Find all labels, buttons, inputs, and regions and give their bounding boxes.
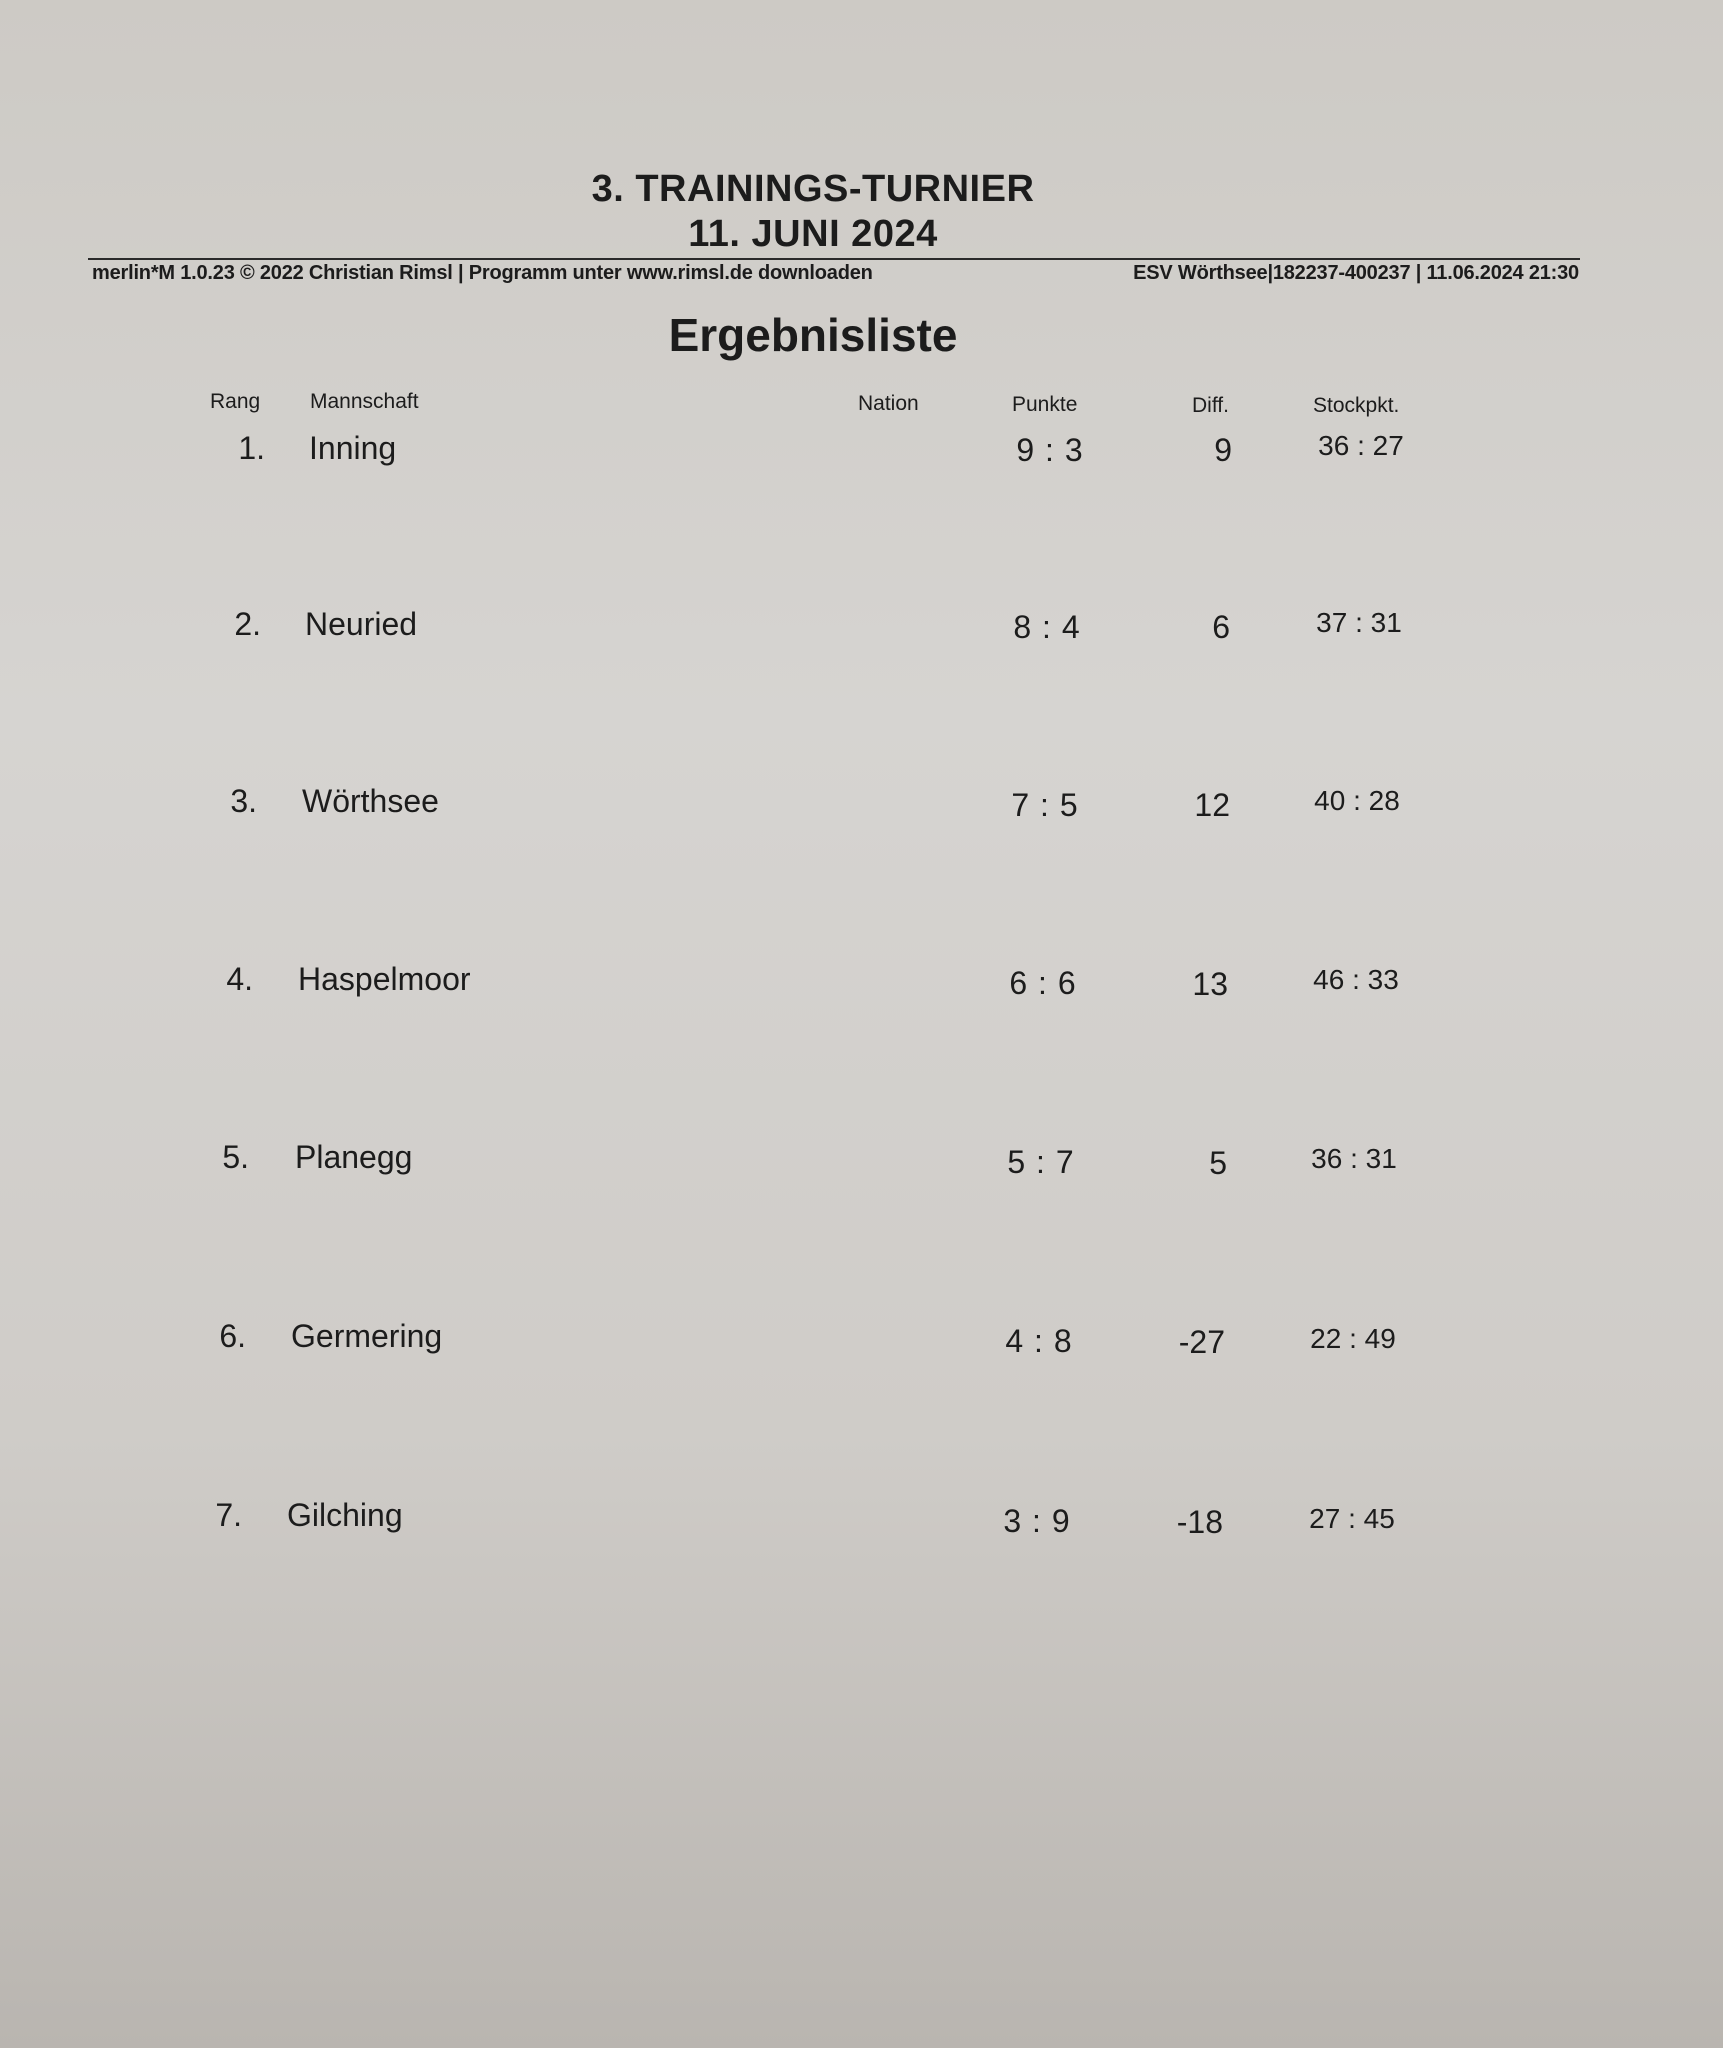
- stockpkt-cell: 40 : 28: [1314, 785, 1400, 816]
- column-header-nation: Nation: [858, 392, 919, 415]
- table-row: [0, 606, 1723, 656]
- rank-cell: 4.: [226, 961, 253, 997]
- rank-cell: 2.: [234, 606, 261, 642]
- column-header-mannschaft: Mannschaft: [310, 390, 419, 413]
- stockpkt-cell: 36 : 27: [1318, 430, 1404, 461]
- team-cell: Planegg: [295, 1139, 413, 1175]
- table-row: [0, 1497, 1723, 1547]
- team-cell: Haspelmoor: [298, 961, 471, 997]
- punkte-cell: 4 : 8: [1005, 1323, 1073, 1359]
- punkte-cell: 8 : 4: [1013, 609, 1081, 645]
- table-row: [0, 1139, 1723, 1189]
- diff-cell: 13: [1192, 966, 1228, 1002]
- rank-cell: 1.: [238, 430, 265, 466]
- table-row: [0, 961, 1723, 1011]
- stockpkt-cell: 22 : 49: [1310, 1323, 1396, 1354]
- rank-cell: 6.: [219, 1318, 246, 1354]
- rank-cell: 7.: [215, 1497, 242, 1533]
- punkte-cell: 6 : 6: [1009, 965, 1077, 1001]
- team-cell: Wörthsee: [302, 783, 439, 819]
- diff-cell: -18: [1176, 1504, 1223, 1540]
- team-cell: Germering: [291, 1318, 443, 1354]
- team-cell: Gilching: [287, 1497, 403, 1533]
- tournament-date: 11. JUNI 2024: [688, 213, 938, 255]
- list-title: Ergebnisliste: [668, 309, 958, 361]
- stockpkt-cell: 36 : 31: [1311, 1143, 1397, 1174]
- rank-cell: 3.: [230, 783, 257, 819]
- stockpkt-cell: 46 : 33: [1313, 964, 1399, 995]
- column-header-diff: Diff.: [1192, 394, 1229, 417]
- diff-cell: 6: [1212, 609, 1230, 645]
- punkte-cell: 3 : 9: [1003, 1503, 1071, 1539]
- punkte-cell: 5 : 7: [1007, 1144, 1075, 1180]
- punkte-cell: 7 : 5: [1011, 787, 1079, 823]
- diff-cell: -27: [1178, 1324, 1225, 1360]
- team-cell: Inning: [309, 430, 397, 466]
- software-credit: merlin*M 1.0.23 © 2022 Christian Rimsl | Programm unter www.rimsl.de downloaden: [92, 262, 873, 284]
- table-row: [0, 430, 1723, 480]
- club-timestamp: ESV Wörthsee|182237-400237 | 11.06.2024 21:30: [1133, 262, 1579, 284]
- diff-cell: 5: [1209, 1145, 1227, 1181]
- column-header-rang: Rang: [210, 390, 261, 413]
- diff-cell: 12: [1194, 787, 1230, 823]
- header-divider: [88, 258, 1580, 260]
- tournament-title: 3. TRAININGS-TURNIER: [591, 168, 1035, 210]
- column-header-punkte: Punkte: [1012, 393, 1078, 416]
- team-cell: Neuried: [305, 606, 418, 642]
- column-header-stockpkt: Stockpkt.: [1313, 394, 1400, 417]
- table-row: [0, 783, 1723, 833]
- stockpkt-cell: 27 : 45: [1309, 1503, 1395, 1534]
- table-row: [0, 1318, 1723, 1368]
- stockpkt-cell: 37 : 31: [1316, 607, 1402, 638]
- diff-cell: 9: [1214, 432, 1232, 468]
- punkte-cell: 9 : 3: [1016, 432, 1084, 468]
- rank-cell: 5.: [222, 1139, 249, 1175]
